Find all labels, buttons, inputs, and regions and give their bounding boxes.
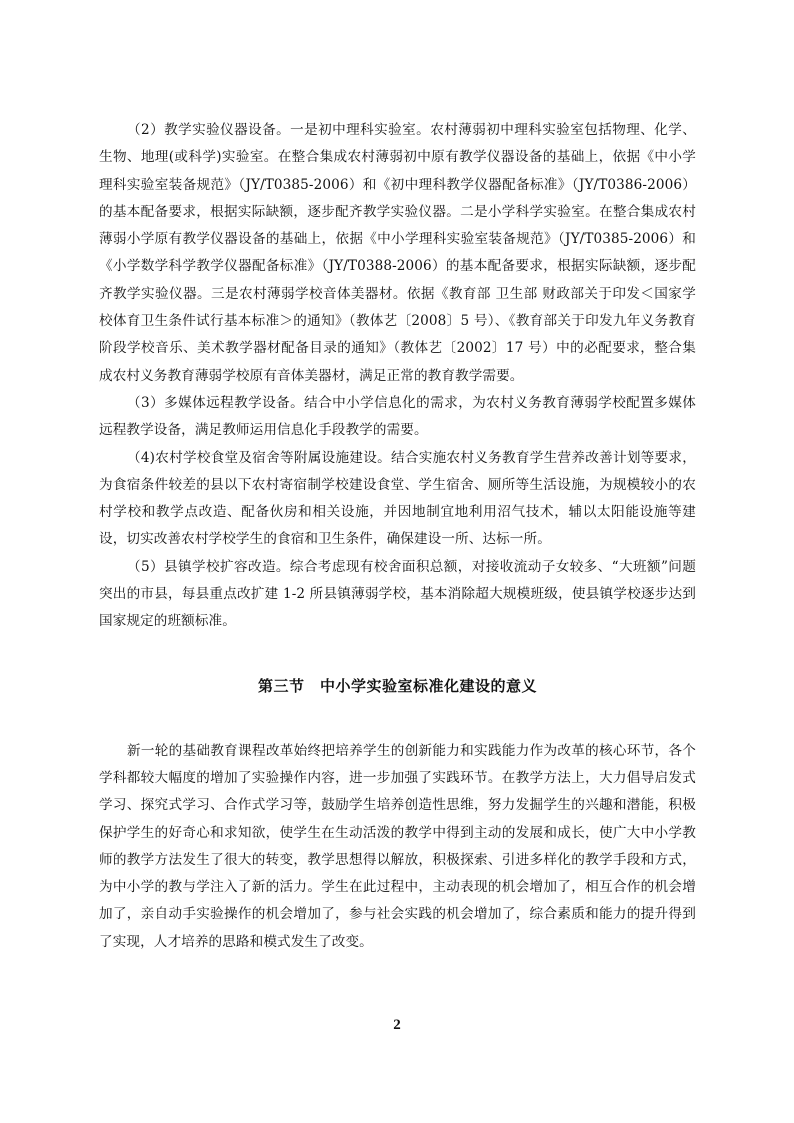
paragraph-multimedia: （3）多媒体远程教学设备。结合中小学信息化的需求，为农村义务教育薄弱学校配置多媒体远程教学设备，满足教师运用信息化手段教学的需要。	[99, 394, 696, 439]
paragraph-significance: 新一轮的基础教育课程改革始终把培养学生的创新能力和实践能力作为改革的核心环节，各个学科都较大幅度的增加了实验操作内容，进一步加强了实践环节。在教学方法上，大力倡导启发式学习、探究式学习、合作式学习等，鼓励学生培养创造性思维，努力发掘学生的兴趣和潜能，积极保护学生的好奇心和求知欲，使学生在生动活泼的教学中得到主动的发展和成长，使广大中小学教师的教学方法发生了很大的转变，教学思想得以解放，积极探索、引进多样化的教学手段和方式，为中小学的教与学注入了新的活力。学生在此过程中，主动表现的机会增加了，相互合作的机会增加了，亲自动手实验操作的机会增加了，参与社会实践的机会增加了，综合素质和能力的提升得到了实现，人才培养的思路和模式发生了改变。	[99, 742, 696, 950]
document-page	[99, 117, 696, 956]
paragraph-lab-equipment: （2）教学实验仪器设备。一是初中理科实验室。农村薄弱初中理科实验室包括物理、化学、生物、地理(或科学)实验室。在整合集成农村薄弱初中原有教学仪器设备的基础上，依据《中小学理科实验室装备规范》（JY/T0385-2006）和《初中理科教学仪器配备标准》（JY/T0386-2006）的基本配备要求，根据实际缺额，逐步配齐教学实验仪器。二是小学科学实验室。在整合集成农村薄弱小学原有教学仪器设备的基础上，依据《中小学理科实验室装备规范》（JY/T0385-2006）和《小学数学科学教学仪器配备标准》（JY/T0388-2006）的基本配备要求，根据实际缺额，逐步配齐教学实验仪器。三是农村薄弱学校音体美器材。依据《教育部 卫生部 财政部关于印发＜国家学校体育卫生条件试行基本标准＞的通知》（教体艺〔2008〕5 号）、《教育部关于印发九年义务教育阶段学校音乐、美术教学器材配备目录的通知》（教体艺〔2002〕17 号）中的必配要求，整合集成农村义务教育薄弱学校原有音体美器材，满足正常的教育教学需要。	[99, 122, 696, 384]
page-number: 2	[393, 1017, 401, 1033]
section-body	[99, 738, 696, 956]
section-title: 第三节 中小学实验室标准化建设的意义	[257, 676, 537, 695]
paragraph-county-schools: （5）县镇学校扩容改造。综合考虑现有校舍面积总额，对接收流动子女较多、“大班额”问题突出的市县，每县重点改扩建 1-2 所县镇薄弱学校，基本消除超大规模班级，使县镇学校逐步达到国家规定的班额标准。	[99, 558, 696, 630]
paragraph-canteen-dormitory: （4)农村学校食堂及宿舍等附属设施建设。结合实施农村义务教育学生营养改善计划等要求，为食宿条件较差的县以下农村寄宿制学校建设食堂、学生宿舍、厕所等生活设施，为规模较小的农村学校和教学点改造、配备伙房和相关设施，并因地制宜地利用沼气技术，辅以太阳能设施等建设，切实改善农村学校学生的食宿和卫生条件，确保建设一所、达标一所。	[99, 449, 696, 548]
